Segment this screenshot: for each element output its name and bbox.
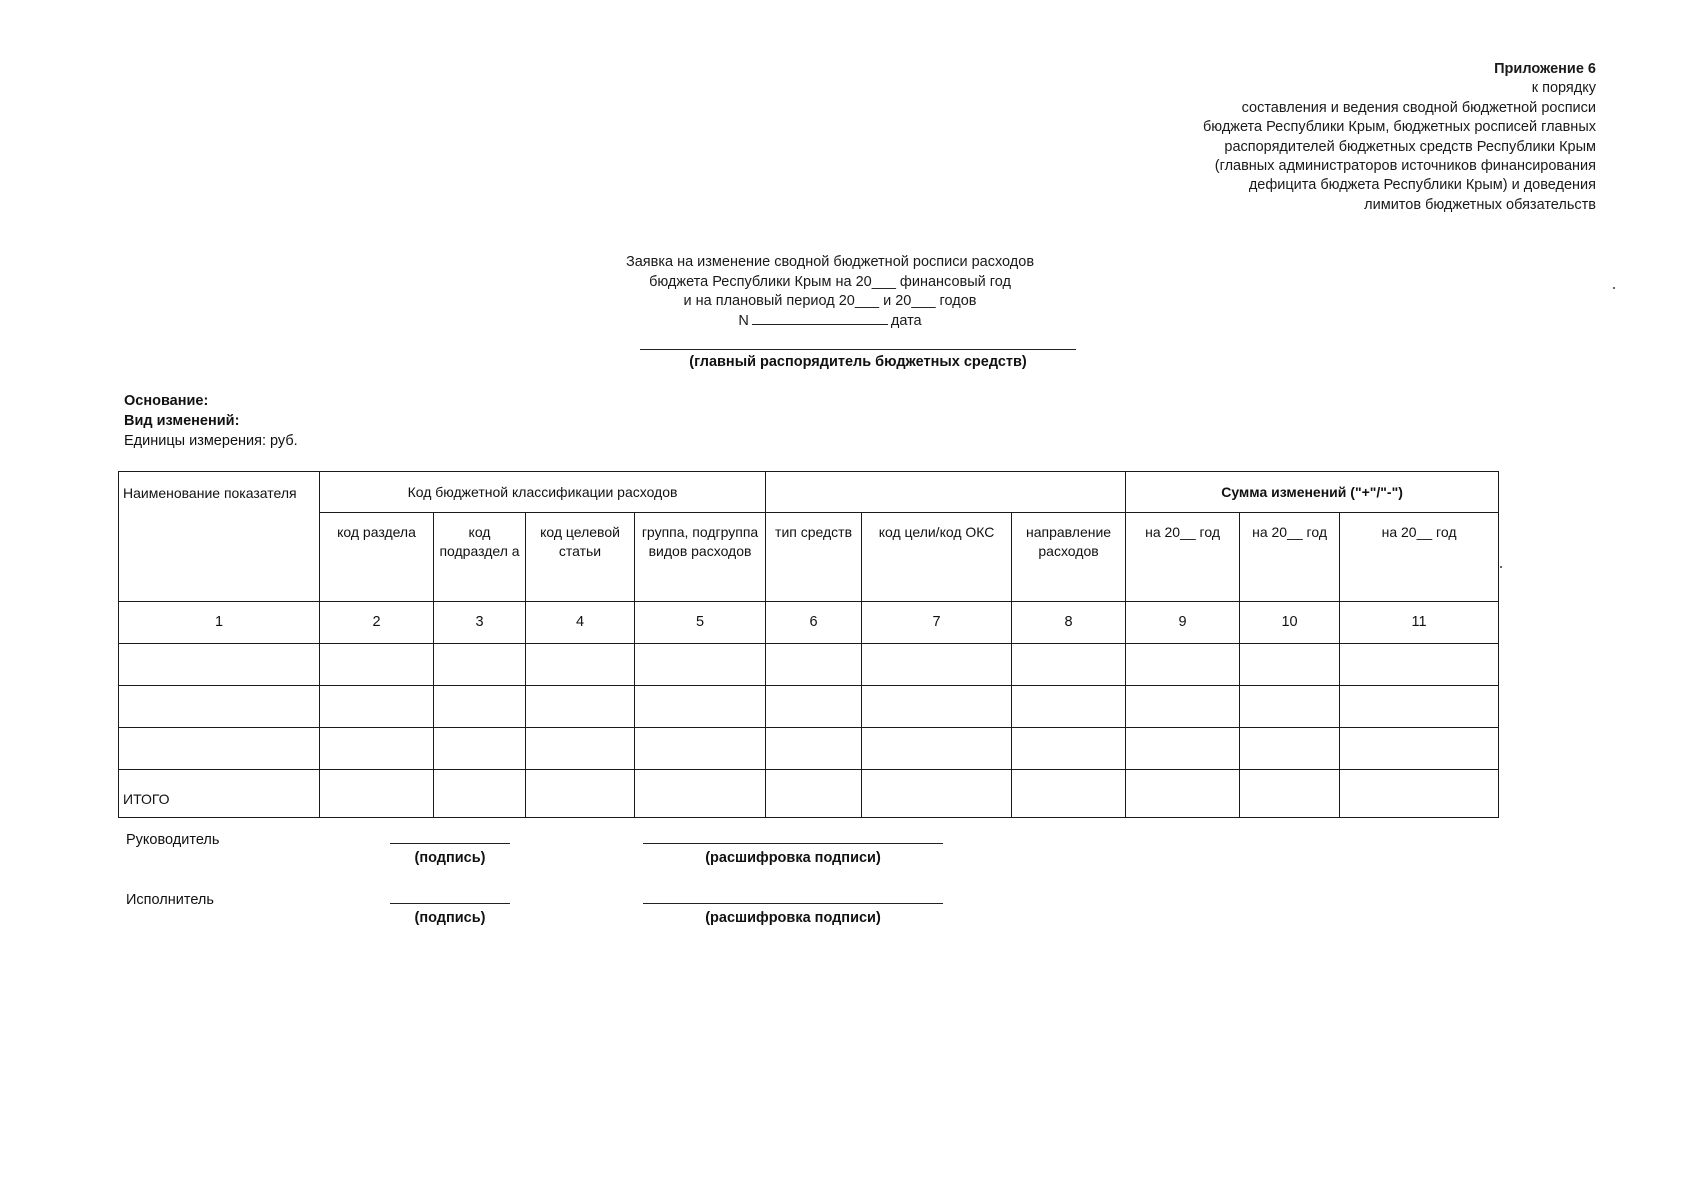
head-signature-caption: (подпись) [414, 850, 486, 866]
grbs-caption: (главный распорядитель бюджетных средств) [689, 354, 1027, 370]
executor-decoding-caption: (расшифровка подписи) [705, 910, 881, 926]
table-cell[interactable] [434, 728, 526, 770]
title-line-2: бюджета Республики Крым на 20___ финансовый год [649, 273, 1011, 290]
table-cell[interactable] [119, 728, 320, 770]
appendix-line: составления и ведения сводной бюджетной росписи [1241, 99, 1596, 116]
table-cell[interactable] [1012, 770, 1126, 818]
table-cell[interactable] [766, 728, 862, 770]
subheader-expense-group: группа, подгруппа видов расходов [635, 513, 766, 602]
title-line-1: Заявка на изменение сводной бюджетной росписи расходов [625, 254, 1035, 270]
table-cell[interactable] [1240, 728, 1340, 770]
table-cell[interactable] [1126, 728, 1240, 770]
table-cell[interactable] [1012, 686, 1126, 728]
head-signature-line[interactable] [390, 843, 510, 844]
table-cell[interactable] [766, 644, 862, 686]
grbs-field-line[interactable] [640, 349, 1076, 350]
table-cell[interactable] [526, 728, 635, 770]
column-number: 11 [1340, 602, 1499, 644]
column-number: 10 [1240, 602, 1340, 644]
subheader-year-3: на 20__ год [1340, 513, 1499, 602]
table-cell[interactable] [1126, 686, 1240, 728]
date-label: дата [890, 312, 922, 329]
table-cell[interactable] [1126, 770, 1240, 818]
table-cell[interactable] [526, 770, 635, 818]
table-cell[interactable] [766, 770, 862, 818]
table-cell[interactable] [862, 728, 1012, 770]
document-title [560, 253, 1100, 331]
subheader-year-1: на 20__ год [1126, 513, 1240, 602]
column-number: 2 [320, 602, 434, 644]
number-date-line [560, 312, 1100, 332]
column-number: 3 [434, 602, 526, 644]
column-number: 8 [1012, 602, 1126, 644]
table-cell[interactable] [526, 686, 635, 728]
table-row [119, 686, 1499, 728]
table-cell[interactable] [320, 728, 434, 770]
table-cell[interactable] [1012, 728, 1126, 770]
table-cell[interactable] [1012, 644, 1126, 686]
title-line-3: и на плановый период 20___ и 20___ годов [683, 293, 977, 309]
executor-label: Исполнитель [126, 892, 214, 908]
column-number: 5 [635, 602, 766, 644]
appendix-title: Приложение 6 [1494, 61, 1596, 77]
table-cell[interactable] [766, 686, 862, 728]
total-row [119, 770, 1499, 818]
header-row-2 [119, 513, 1499, 602]
table-cell[interactable] [320, 686, 434, 728]
head-decoding-caption: (расшифровка подписи) [705, 850, 881, 866]
executor-signature-caption: (подпись) [414, 910, 486, 926]
table-cell[interactable] [1240, 770, 1340, 818]
units-label: Единицы измерения: руб. [124, 433, 298, 449]
head-label: Руководитель [126, 832, 220, 848]
table-cell[interactable] [434, 644, 526, 686]
subheader-year-2: на 20__ год [1240, 513, 1340, 602]
table-cell[interactable] [434, 686, 526, 728]
change-type-label: Вид изменений: [124, 413, 240, 429]
table-cell[interactable] [1126, 644, 1240, 686]
number-prefix: N [738, 312, 749, 329]
table-cell[interactable] [1340, 686, 1499, 728]
table-cell[interactable] [862, 686, 1012, 728]
table-cell[interactable] [1340, 770, 1499, 818]
column-number: 1 [119, 602, 320, 644]
appendix-line: распорядителей бюджетных средств Республики Крым [1224, 138, 1596, 155]
head-decoding-line[interactable] [643, 843, 943, 844]
total-label: ИТОГО [119, 770, 320, 818]
table-cell[interactable] [635, 770, 766, 818]
changes-table [118, 471, 1499, 818]
header-row-1 [119, 472, 1499, 513]
table-cell[interactable] [320, 770, 434, 818]
table-cell[interactable] [1240, 686, 1340, 728]
appendix-line: (главных администраторов источников финансирования [1214, 158, 1596, 175]
executor-signature-line[interactable] [390, 903, 510, 904]
column-number: 9 [1126, 602, 1240, 644]
subheader-section-code: код раздела [320, 513, 434, 602]
column-number: 7 [862, 602, 1012, 644]
table-cell[interactable] [635, 728, 766, 770]
table-cell[interactable] [119, 644, 320, 686]
table-row [119, 728, 1499, 770]
table-cell[interactable] [862, 644, 1012, 686]
table-row [119, 644, 1499, 686]
subheader-goal-code: код цели/код ОКС [862, 513, 1012, 602]
column-number: 4 [526, 602, 635, 644]
info-block [124, 391, 298, 451]
header-sum-group: Сумма изменений ("+"/"-") [1126, 472, 1499, 513]
table-cell[interactable] [434, 770, 526, 818]
table-cell[interactable] [1340, 728, 1499, 770]
basis-label: Основание: [124, 393, 209, 409]
appendix-header [1076, 60, 1596, 215]
table-cell[interactable] [320, 644, 434, 686]
column-number: 6 [766, 602, 862, 644]
column-number-row [119, 602, 1499, 644]
appendix-line: к порядку [1531, 80, 1596, 97]
table-cell[interactable] [119, 686, 320, 728]
appendix-line: бюджета Республики Крым, бюджетных росписей главных [1202, 119, 1596, 136]
table-cell[interactable] [635, 644, 766, 686]
table-cell[interactable] [862, 770, 1012, 818]
table-cell[interactable] [1240, 644, 1340, 686]
table-cell[interactable] [526, 644, 635, 686]
subheader-funds-type: тип средств [766, 513, 862, 602]
appendix-line: дефицита бюджета Республики Крым) и доведения [1248, 177, 1596, 194]
table-cell[interactable] [1340, 644, 1499, 686]
table-cell[interactable] [635, 686, 766, 728]
scan-speck [1613, 287, 1615, 289]
header-indicator-name: Наименование показателя [119, 472, 320, 602]
scan-speck [1500, 566, 1502, 568]
header-code-group: Код бюджетной классификации расходов [320, 472, 766, 513]
subheader-expense-direction: направление расходов [1012, 513, 1126, 602]
header-empty-group [766, 472, 1126, 513]
number-field[interactable] [752, 312, 888, 325]
subheader-target-article-code: код целевой статьи [526, 513, 635, 602]
executor-decoding-line[interactable] [643, 903, 943, 904]
subheader-subsection-code: код подраздел а [434, 513, 526, 602]
appendix-line: лимитов бюджетных обязательств [1364, 196, 1596, 213]
